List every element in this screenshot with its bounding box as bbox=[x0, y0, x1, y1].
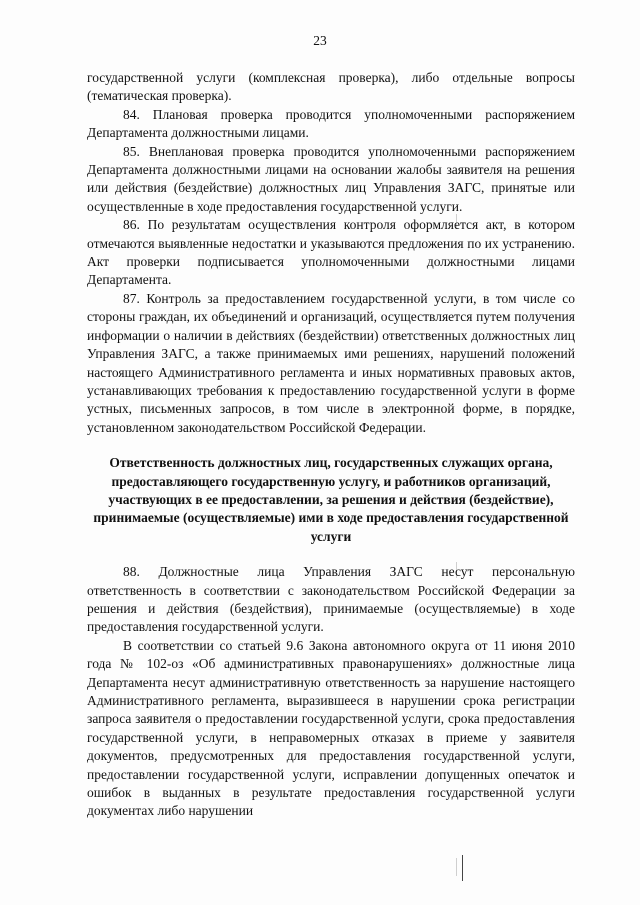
paragraph-86: 86. По результатам осуществления контроля оформляется акт, в котором отмечаются выявленные недостатки и указываются предложения по их устранению. Акт проверки подписывается уполномоченными должностными лицами Департамента. bbox=[87, 217, 575, 288]
paragraph-continuation: государственной услуги (комплексная проверка), либо отдельные вопросы (тематическая проверка). bbox=[87, 70, 575, 104]
scan-artifact bbox=[462, 855, 463, 881]
page-number: 23 bbox=[313, 33, 327, 48]
paragraph-88: 88. Должностные лица Управления ЗАГС несут персональную ответственность в соответствии с законодательством Российской Федерации за решения и действия (бездействия), принимаемые (осуществляемые) в ходе предоставления государственной услуги. bbox=[87, 564, 575, 635]
spacer bbox=[87, 546, 575, 563]
scan-artifact bbox=[456, 858, 457, 876]
paragraph-87: 87. Контроль за предоставлением государственной услуги, в том числе со стороны граждан, их объединений и организаций, осуществляется путем получения информации о наличии в действиях (бездействии) ответственных должностных лиц Управления ЗАГС, а также принимаемых ими решениях, нарушений положений настоящего Административного регламента и иных нормативных правовых актов, устанавливающих требования к предоставлению государственной услуги в форме устных, письменных запросов, в том числе в электронной форме, в порядке, установленном законодательством Российской Федерации. bbox=[87, 290, 575, 435]
paragraph-law-reference: В соответствии со статьей 9.6 Закона автономного округа от 11 июня 2010 года № 102-оз «Об административных правонарушениях» должностные лица Департамента несут административную ответственность за нарушение настоящего Административного регламента, выразившееся в нарушении срока регистрации запроса заявителя о предоставлении государственной услуги, срока предоставления государственной услуги, в неправомерных отказах в приеме у заявителя документов, предусмотренных для предоставления государственной услуги, предоставлении государственной услуги, исправлении допущенных опечаток и ошибок в выданных в результате предоставления государственной услуги документах либо нарушении bbox=[87, 637, 575, 819]
spacer bbox=[87, 437, 575, 454]
document-body bbox=[87, 69, 575, 821]
section-heading: Ответственность должностных лиц, государственных служащих органа, предоставляющего государственную услугу, и работников организаций, участвующих в ее предоставлении, за решения и действия (бездействие), принимаемые (осуществляемые) ими в ходе предоставления государственной услуги bbox=[93, 455, 569, 544]
paragraph-85: 85. Внеплановая проверка проводится уполномоченными распоряжением Департамента должностными лицами на основании жалобы заявителя на решения или действия (бездействие) должностных лиц Управления ЗАГС, принятые или осуществленные в ходе предоставления государственной услуги. bbox=[87, 143, 575, 214]
paragraph-84: 84. Плановая проверка проводится уполномоченными распоряжением Департамента должностными лицами. bbox=[87, 106, 575, 141]
